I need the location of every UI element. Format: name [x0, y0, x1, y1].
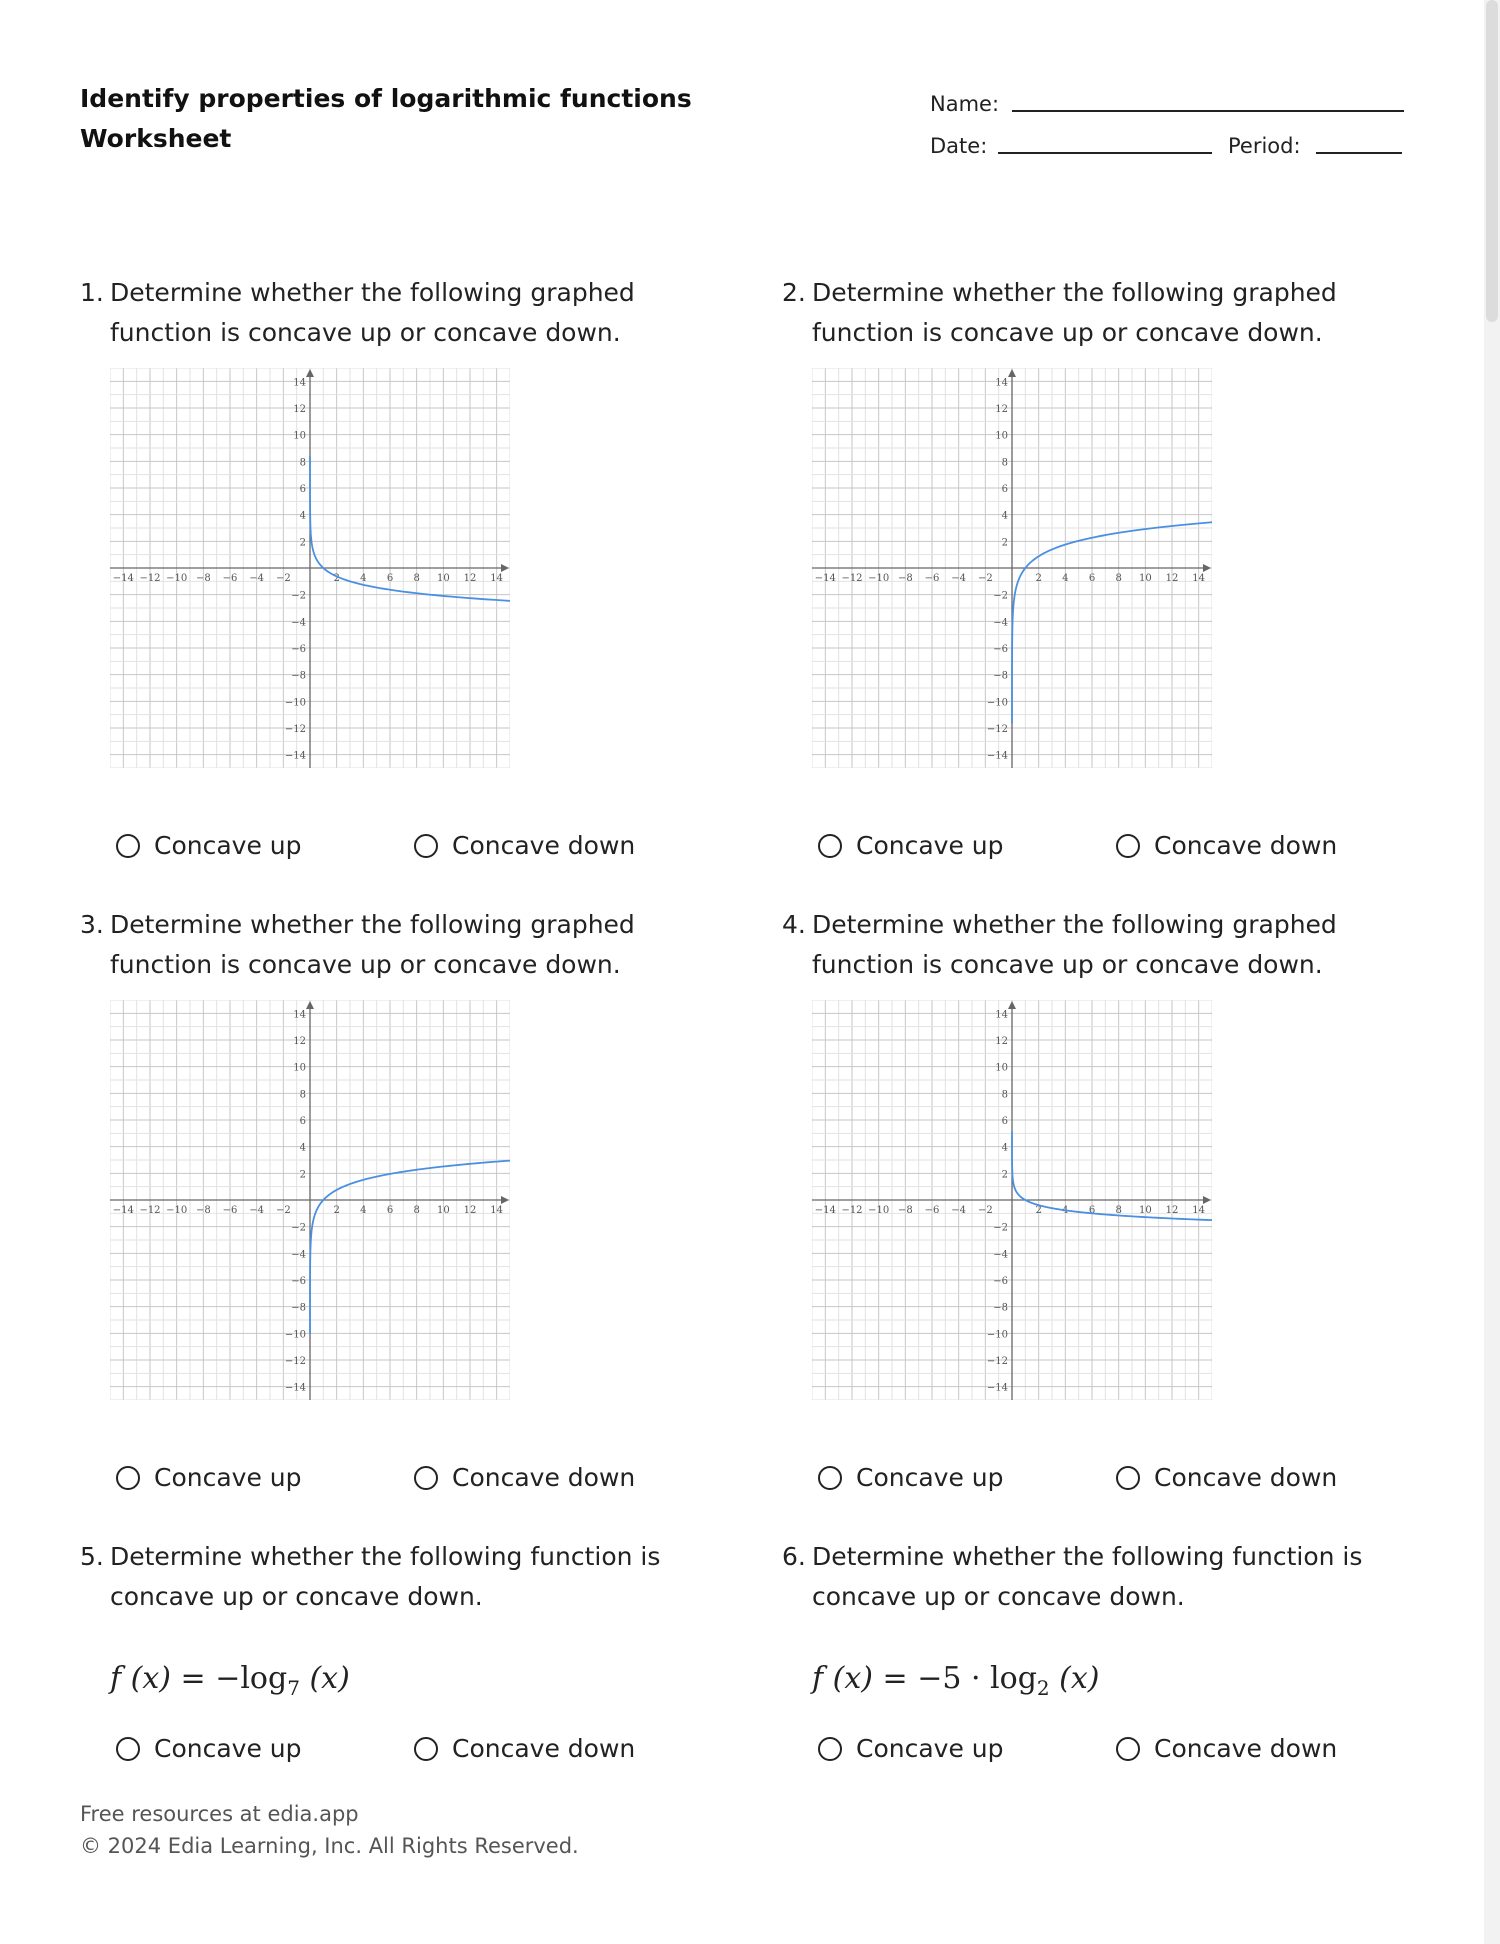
formula-coefficient: − [215, 1661, 241, 1696]
formula-equals: = [872, 1661, 918, 1696]
formula-log: log [240, 1661, 288, 1696]
x-tick-label: 10 [1138, 573, 1152, 584]
y-tick-label: −2 [993, 590, 1008, 602]
x-axis-arrow-icon [1203, 1196, 1211, 1204]
radio-button-icon[interactable] [116, 1737, 140, 1761]
y-tick-label: −12 [986, 724, 1008, 735]
y-tick-label: 4 [1001, 510, 1008, 522]
question-text-line-2: function is concave up or concave down. [812, 318, 1323, 347]
x-tick-label: −10 [868, 1205, 890, 1216]
radio-button-icon[interactable] [414, 1466, 438, 1490]
graph-4 [812, 1000, 1212, 1400]
radio-button-icon[interactable] [818, 1737, 842, 1761]
y-tick-label: −4 [993, 617, 1008, 629]
y-tick-label: 14 [293, 1009, 306, 1021]
question-prompt [782, 273, 1337, 353]
formula-equals: = [170, 1661, 216, 1696]
option-label: Concave down [452, 1463, 636, 1492]
y-axis-arrow-icon [1008, 369, 1016, 377]
y-tick-label: −2 [291, 590, 306, 602]
question-text-line-1: Determine whether the following graphed [812, 278, 1337, 307]
option-concave-down[interactable] [1116, 1734, 1337, 1763]
y-tick-label: −14 [284, 1382, 306, 1394]
x-tick-label: −10 [868, 573, 890, 584]
x-tick-label: 8 [413, 573, 420, 584]
x-tick-label: 8 [1115, 573, 1122, 584]
x-tick-label: 2 [333, 1205, 340, 1216]
x-tick-label: 6 [1088, 1205, 1096, 1216]
x-tick-label: 12 [463, 573, 477, 584]
y-tick-label: 8 [299, 1089, 306, 1101]
scrollbar-thumb[interactable] [1486, 0, 1498, 322]
option-label: Concave down [1154, 1463, 1338, 1492]
x-tick-label: −10 [166, 1205, 188, 1216]
question-text-line-1: Determine whether the following function is [812, 1542, 1363, 1571]
question-prompt [80, 273, 635, 353]
y-tick-label: −8 [993, 670, 1008, 682]
x-tick-label: 10 [436, 1205, 450, 1216]
y-tick-label: 4 [299, 510, 306, 522]
y-tick-label: 2 [299, 1169, 306, 1181]
question-prompt [80, 905, 635, 985]
y-tick-label: 4 [1001, 1142, 1008, 1154]
y-tick-label: 10 [995, 430, 1008, 442]
footer-copyright: © 2024 Edia Learning, Inc. All Rights Reserved. [80, 1834, 579, 1858]
name-label: Name: [930, 92, 1000, 116]
radio-button-icon[interactable] [414, 834, 438, 858]
period-field[interactable] [1316, 152, 1402, 154]
option-concave-up[interactable] [818, 831, 1004, 860]
y-tick-label: 8 [1001, 457, 1008, 469]
y-tick-label: −12 [284, 724, 306, 735]
y-tick-label: 8 [299, 457, 306, 469]
formula-argument: (x) [299, 1661, 350, 1696]
y-tick-label: −10 [284, 697, 306, 709]
x-tick-label: 14 [1192, 573, 1206, 584]
log-curve [1012, 522, 1212, 724]
option-concave-up[interactable] [818, 1463, 1004, 1492]
date-label: Date: [930, 134, 988, 158]
option-concave-down[interactable] [414, 1463, 635, 1492]
option-label: Concave up [154, 831, 302, 860]
y-tick-label: 14 [293, 377, 306, 389]
graph-canvas [110, 1000, 510, 1400]
x-tick-label: 14 [490, 1205, 504, 1216]
question-number: 1. [80, 278, 104, 307]
question-number: 6. [782, 1542, 806, 1571]
question-text-line-1: Determine whether the following graphed [110, 278, 635, 307]
date-field[interactable] [998, 152, 1212, 154]
graph-canvas [110, 368, 510, 768]
question-text-line-2: function is concave up or concave down. [110, 950, 621, 979]
name-field[interactable] [1012, 110, 1404, 112]
graph-canvas [812, 368, 1212, 768]
x-tick-label: 4 [360, 1205, 367, 1216]
x-tick-label: −2 [977, 1205, 993, 1216]
y-tick-label: −6 [993, 1276, 1008, 1287]
footer-resources: Free resources at edia.app [80, 1802, 359, 1826]
y-tick-label: 12 [995, 1036, 1008, 1047]
page-scrollbar[interactable] [1484, 0, 1500, 1944]
y-tick-label: 12 [293, 404, 306, 415]
y-tick-label: −14 [986, 750, 1008, 762]
x-tick-label: 4 [360, 573, 367, 584]
option-label: Concave down [1154, 831, 1338, 860]
y-tick-label: −6 [291, 644, 306, 655]
formula-lhs: f (x) [110, 1661, 171, 1696]
question-number: 3. [80, 910, 104, 939]
y-tick-label: −4 [291, 617, 306, 629]
x-tick-label: −4 [951, 573, 967, 584]
x-tick-label: 14 [1192, 1205, 1206, 1216]
y-tick-label: 12 [293, 1036, 306, 1047]
radio-button-icon[interactable] [1116, 1466, 1140, 1490]
formula-log-base: 2 [1036, 1676, 1050, 1700]
question-text-line-2: concave up or concave down. [812, 1582, 1185, 1611]
y-tick-label: −8 [993, 1302, 1008, 1314]
x-tick-label: 4 [1062, 573, 1069, 584]
x-tick-label: 8 [413, 1205, 420, 1216]
y-tick-label: −2 [993, 1222, 1008, 1234]
worksheet-title: Identify properties of logarithmic functions [80, 84, 692, 113]
y-tick-label: 8 [1001, 1089, 1008, 1101]
y-axis-arrow-icon [1008, 1001, 1016, 1009]
x-tick-label: 6 [1088, 573, 1096, 584]
option-concave-down[interactable] [1116, 1463, 1337, 1492]
x-tick-label: −8 [195, 1205, 211, 1216]
axes [812, 1001, 1211, 1400]
y-tick-label: −8 [291, 670, 306, 682]
y-tick-label: 2 [1001, 1169, 1008, 1181]
radio-button-icon[interactable] [1116, 1737, 1140, 1761]
x-tick-label: 6 [386, 1205, 394, 1216]
x-tick-label: −12 [841, 573, 863, 584]
x-tick-label: −6 [924, 573, 940, 584]
x-tick-label: −6 [222, 573, 238, 584]
question-prompt [782, 1537, 1363, 1617]
formula-log-base: 7 [287, 1676, 300, 1700]
y-tick-label: 6 [299, 1116, 306, 1127]
x-tick-label: 10 [1138, 1205, 1152, 1216]
y-tick-label: 2 [1001, 537, 1008, 549]
x-tick-label: −14 [814, 1205, 836, 1216]
formula-log: log [990, 1661, 1037, 1696]
x-tick-label: 2 [333, 573, 340, 584]
y-tick-label: −2 [291, 1222, 306, 1234]
option-concave-up[interactable] [116, 1734, 302, 1763]
option-concave-down[interactable] [414, 831, 635, 860]
x-tick-label: 12 [1165, 573, 1179, 584]
option-concave-up[interactable] [116, 1463, 302, 1492]
question-text-line-2: function is concave up or concave down. [812, 950, 1323, 979]
graph-2 [812, 368, 1212, 768]
x-tick-label: −2 [275, 573, 291, 584]
question-number: 5. [80, 1542, 104, 1571]
question-prompt [80, 1537, 661, 1617]
formula-coefficient: −5 · [917, 1661, 991, 1696]
x-tick-label: −12 [841, 1205, 863, 1216]
x-tick-label: −8 [195, 573, 211, 584]
y-tick-label: −10 [986, 697, 1008, 709]
y-tick-label: 12 [995, 404, 1008, 415]
function-formula [110, 1661, 350, 1700]
x-axis-arrow-icon [1203, 564, 1211, 572]
question-number: 2. [782, 278, 806, 307]
x-tick-label: 2 [1035, 573, 1042, 584]
x-tick-label: −14 [112, 1205, 134, 1216]
y-tick-label: 14 [995, 377, 1008, 389]
graph-3 [110, 1000, 510, 1400]
y-axis-arrow-icon [306, 1001, 314, 1009]
axes [110, 369, 509, 768]
y-tick-label: 2 [299, 537, 306, 549]
question-text-line-1: Determine whether the following graphed [110, 910, 635, 939]
question-text-line-2: function is concave up or concave down. [110, 318, 621, 347]
y-tick-label: −10 [986, 1329, 1008, 1341]
radio-button-icon[interactable] [116, 834, 140, 858]
x-tick-label: −4 [249, 1205, 265, 1216]
question-text-line-1: Determine whether the following graphed [812, 910, 1337, 939]
y-tick-label: −14 [986, 1382, 1008, 1394]
radio-button-icon[interactable] [1116, 834, 1140, 858]
option-concave-down[interactable] [1116, 831, 1337, 860]
option-label: Concave down [1154, 1734, 1338, 1763]
log-curve [310, 456, 510, 601]
x-tick-label: 12 [463, 1205, 477, 1216]
x-tick-label: −12 [139, 573, 161, 584]
y-tick-label: 6 [299, 484, 306, 495]
y-tick-label: 10 [293, 1062, 306, 1074]
y-tick-label: 6 [1001, 1116, 1008, 1127]
x-tick-label: 6 [386, 573, 394, 584]
option-label: Concave down [452, 831, 636, 860]
question-text-line-1: Determine whether the following function is [110, 1542, 661, 1571]
question-number: 4. [782, 910, 806, 939]
x-tick-label: −4 [951, 1205, 967, 1216]
radio-button-icon[interactable] [414, 1737, 438, 1761]
graph-canvas [812, 1000, 1212, 1400]
x-tick-label: −2 [275, 1205, 291, 1216]
y-axis-arrow-icon [306, 369, 314, 377]
x-tick-label: 12 [1165, 1205, 1179, 1216]
y-tick-label: 10 [293, 430, 306, 442]
graph-1 [110, 368, 510, 768]
x-tick-label: −6 [924, 1205, 940, 1216]
option-label: Concave up [856, 1463, 1004, 1492]
y-tick-label: −6 [993, 644, 1008, 655]
axes [110, 1001, 509, 1400]
y-tick-label: 14 [995, 1009, 1008, 1021]
x-tick-label: 10 [436, 573, 450, 584]
x-tick-label: −12 [139, 1205, 161, 1216]
log-curve [1012, 1131, 1212, 1220]
question-prompt [782, 905, 1337, 985]
x-tick-label: −14 [814, 573, 836, 584]
x-tick-label: −10 [166, 573, 188, 584]
radio-button-icon[interactable] [116, 1466, 140, 1490]
y-tick-label: −8 [291, 1302, 306, 1314]
x-tick-label: −2 [977, 573, 993, 584]
x-tick-label: 14 [490, 573, 504, 584]
y-tick-label: −4 [291, 1249, 306, 1261]
option-label: Concave down [452, 1734, 636, 1763]
function-formula [812, 1661, 1100, 1700]
y-tick-label: −12 [986, 1356, 1008, 1367]
option-concave-up[interactable] [818, 1734, 1004, 1763]
option-concave-up[interactable] [116, 831, 302, 860]
radio-button-icon[interactable] [818, 1466, 842, 1490]
y-tick-label: 10 [995, 1062, 1008, 1074]
y-tick-label: −6 [291, 1276, 306, 1287]
question-text-line-2: concave up or concave down. [110, 1582, 483, 1611]
x-axis-arrow-icon [501, 564, 509, 572]
y-tick-label: −12 [284, 1356, 306, 1367]
x-axis-arrow-icon [501, 1196, 509, 1204]
x-tick-label: −4 [249, 573, 265, 584]
x-tick-label: −6 [222, 1205, 238, 1216]
x-tick-label: −8 [897, 1205, 913, 1216]
x-tick-label: −8 [897, 573, 913, 584]
x-tick-label: 4 [1062, 1205, 1069, 1216]
option-label: Concave up [856, 1734, 1004, 1763]
y-tick-label: 6 [1001, 484, 1008, 495]
formula-lhs: f (x) [812, 1661, 873, 1696]
option-concave-down[interactable] [414, 1734, 635, 1763]
period-label: Period: [1228, 134, 1301, 158]
radio-button-icon[interactable] [818, 834, 842, 858]
option-label: Concave up [154, 1463, 302, 1492]
option-label: Concave up [856, 831, 1004, 860]
x-tick-label: 2 [1035, 1205, 1042, 1216]
y-tick-label: −14 [284, 750, 306, 762]
x-tick-label: 8 [1115, 1205, 1122, 1216]
y-tick-label: 4 [299, 1142, 306, 1154]
worksheet-subtitle: Worksheet [80, 124, 232, 153]
y-tick-label: −10 [284, 1329, 306, 1341]
formula-argument: (x) [1049, 1661, 1100, 1696]
option-label: Concave up [154, 1734, 302, 1763]
x-tick-label: −14 [112, 573, 134, 584]
y-tick-label: −4 [993, 1249, 1008, 1261]
